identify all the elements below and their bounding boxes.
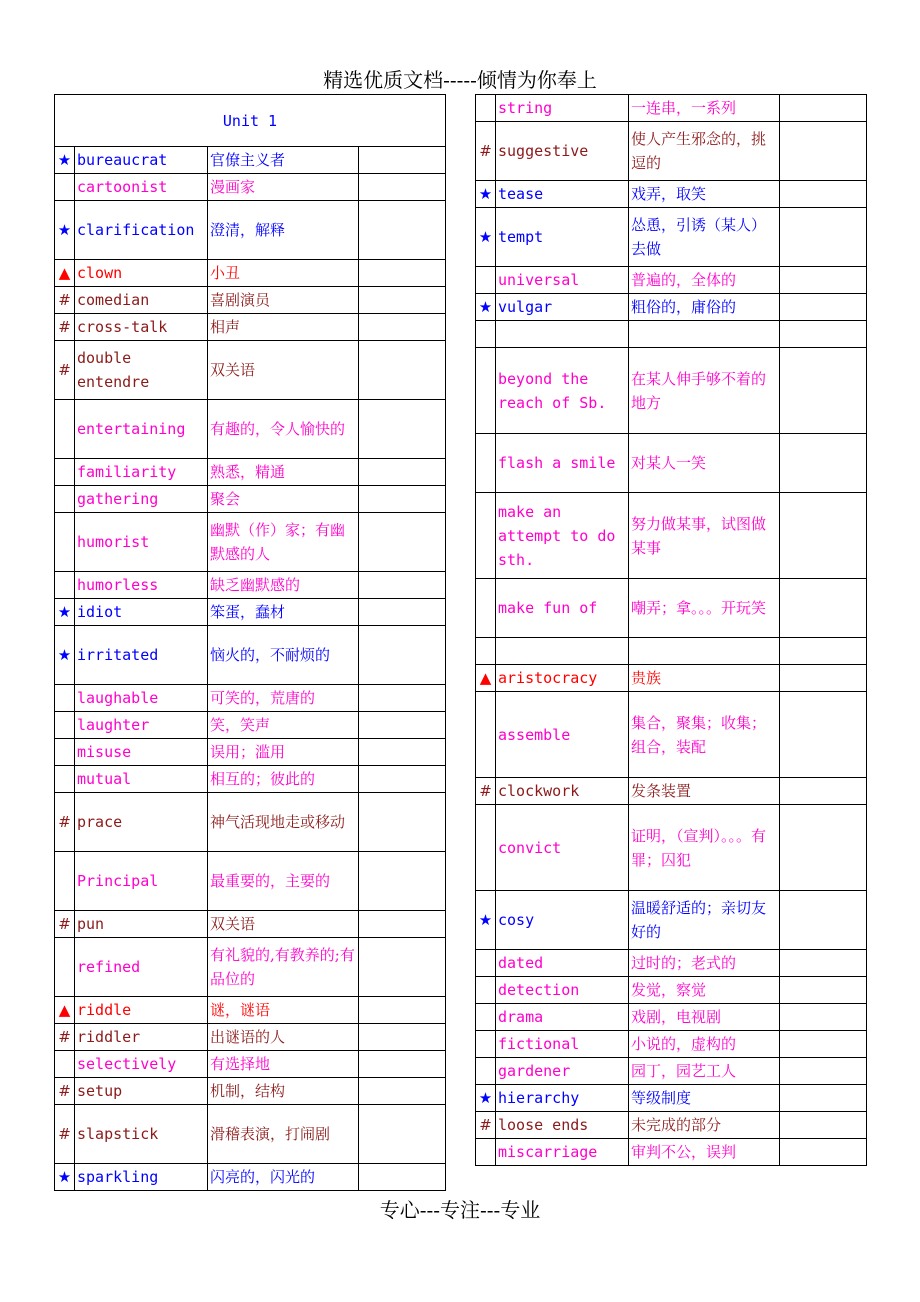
chinese-meaning: 相互的；彼此的 [208,766,359,793]
vocab-row [476,208,867,267]
star-icon: ★ [476,181,496,208]
hash-icon: # [55,1105,75,1164]
english-word: comedian [75,287,208,314]
mark-cell [476,692,496,778]
english-word: flash a smile [496,434,629,493]
english-word [496,638,629,665]
english-word: miscarriage [496,1139,629,1166]
vocab-row [476,181,867,208]
english-word: universal [496,267,629,294]
star-icon: ★ [55,147,75,174]
english-word: gathering [75,486,208,513]
blank-cell [359,599,446,626]
english-word: beyond the reach of Sb. [496,348,629,434]
blank-cell [359,793,446,852]
blank-cell [780,294,867,321]
english-word: slapstick [75,1105,208,1164]
blank-cell [780,1004,867,1031]
vocab-row [55,852,446,911]
english-word: cartoonist [75,174,208,201]
hash-icon: # [476,1112,496,1139]
vocab-row [55,147,446,174]
english-word: selectively [75,1051,208,1078]
vocab-row [476,778,867,805]
vocab-row [55,513,446,572]
blank-cell [359,852,446,911]
english-word [496,321,629,348]
blank-cell [359,572,446,599]
mark-cell [476,950,496,977]
blank-cell [359,1105,446,1164]
mark-cell [476,1058,496,1085]
chinese-meaning: 双关语 [208,911,359,938]
english-word: gardener [496,1058,629,1085]
english-word: make an attempt to do sth. [496,493,629,579]
chinese-meaning: 误用；滥用 [208,739,359,766]
english-word: mutual [75,766,208,793]
vocab-row [476,1004,867,1031]
blank-cell [359,341,446,400]
blank-cell [780,181,867,208]
triangle-icon: ▲ [55,260,75,287]
triangle-icon: ▲ [476,665,496,692]
english-word: make fun of [496,579,629,638]
english-word: pun [75,911,208,938]
english-word: setup [75,1078,208,1105]
vocab-row [476,638,867,665]
mark-cell [476,95,496,122]
chinese-meaning: 戏剧，电视剧 [629,1004,780,1031]
mark-cell [55,766,75,793]
chinese-meaning: 审判不公，误判 [629,1139,780,1166]
blank-cell [359,685,446,712]
vocab-row [476,122,867,181]
vocab-row [55,572,446,599]
chinese-meaning: 小说的，虚构的 [629,1031,780,1058]
vocab-row [476,434,867,493]
chinese-meaning: 相声 [208,314,359,341]
english-word: clarification [75,201,208,260]
mark-cell [476,638,496,665]
blank-cell [780,692,867,778]
star-icon: ★ [476,294,496,321]
chinese-meaning: 未完成的部分 [629,1112,780,1139]
unit-title-row [55,95,446,147]
english-word: loose ends [496,1112,629,1139]
blank-cell [780,950,867,977]
chinese-meaning: 滑稽表演，打闹剧 [208,1105,359,1164]
mark-cell [476,493,496,579]
vocab-row [476,1112,867,1139]
english-word: suggestive [496,122,629,181]
blank-cell [780,1139,867,1166]
vocab-row [476,493,867,579]
chinese-meaning: 可笑的，荒唐的 [208,685,359,712]
star-icon: ★ [55,599,75,626]
mark-cell [476,1031,496,1058]
hash-icon: # [55,287,75,314]
vocab-row [476,805,867,891]
vocab-row [55,314,446,341]
vocab-row [55,1051,446,1078]
page-footer: 专心---专注---专业 [379,1198,541,1222]
hash-icon: # [55,314,75,341]
unit-title: Unit 1 [55,95,446,147]
english-word: Principal [75,852,208,911]
english-word: aristocracy [496,665,629,692]
star-icon: ★ [55,201,75,260]
chinese-meaning [629,321,780,348]
blank-cell [780,434,867,493]
blank-cell [359,938,446,997]
vocab-row [55,341,446,400]
blank-cell [780,665,867,692]
chinese-meaning: 在某人伸手够不着的地方 [629,348,780,434]
blank-cell [359,766,446,793]
hash-icon: # [55,1024,75,1051]
chinese-meaning [629,638,780,665]
vocab-row [55,1024,446,1051]
english-word: fictional [496,1031,629,1058]
star-icon: ★ [476,1085,496,1112]
vocab-row [476,1058,867,1085]
vocab-row [55,1164,446,1191]
english-word: idiot [75,599,208,626]
english-word: humorless [75,572,208,599]
chinese-meaning: 机制，结构 [208,1078,359,1105]
vocab-row [55,459,446,486]
vocab-row [55,1105,446,1164]
chinese-meaning: 漫画家 [208,174,359,201]
english-word: sparkling [75,1164,208,1191]
chinese-meaning: 集合，聚集；收集；组合，装配 [629,692,780,778]
english-word: drama [496,1004,629,1031]
mark-cell [476,805,496,891]
star-icon: ★ [55,1164,75,1191]
chinese-meaning: 普遍的，全体的 [629,267,780,294]
blank-cell [780,208,867,267]
english-word: laughable [75,685,208,712]
hash-icon: # [476,122,496,181]
vocab-row [55,626,446,685]
chinese-meaning: 怂恿，引诱（某人）去做 [629,208,780,267]
english-word: bureaucrat [75,147,208,174]
vocab-row [55,201,446,260]
vocab-row [55,1078,446,1105]
vocab-row [476,1139,867,1166]
blank-cell [780,579,867,638]
chinese-meaning: 粗俗的，庸俗的 [629,294,780,321]
english-word: vulgar [496,294,629,321]
english-word: riddle [75,997,208,1024]
vocab-row [476,1085,867,1112]
blank-cell [359,513,446,572]
english-word: cosy [496,891,629,950]
chinese-meaning: 喜剧演员 [208,287,359,314]
mark-cell [55,572,75,599]
hash-icon: # [55,793,75,852]
mark-cell [55,400,75,459]
vocab-row [55,287,446,314]
vocab-row [55,174,446,201]
vocab-row [476,294,867,321]
vocab-row [476,665,867,692]
blank-cell [780,778,867,805]
english-word: familiarity [75,459,208,486]
blank-cell [359,1051,446,1078]
blank-cell [359,147,446,174]
blank-cell [359,1078,446,1105]
mark-cell [55,1051,75,1078]
english-word: convict [496,805,629,891]
english-word: tease [496,181,629,208]
english-word: double entendre [75,341,208,400]
blank-cell [359,174,446,201]
mark-cell [55,459,75,486]
hash-icon: # [55,1078,75,1105]
blank-cell [780,95,867,122]
blank-cell [359,260,446,287]
vocab-table-left [54,94,446,1191]
english-word: refined [75,938,208,997]
vocab-row [55,793,446,852]
mark-cell [55,685,75,712]
blank-cell [780,267,867,294]
english-word: cross-talk [75,314,208,341]
hash-icon: # [476,778,496,805]
vocab-row [476,891,867,950]
chinese-meaning: 戏弄，取笑 [629,181,780,208]
chinese-meaning: 发条装置 [629,778,780,805]
blank-cell [780,122,867,181]
vocab-row [55,685,446,712]
star-icon: ★ [476,891,496,950]
vocab-row [55,766,446,793]
english-word: detection [496,977,629,1004]
hash-icon: # [55,341,75,400]
blank-cell [780,1085,867,1112]
english-word: dated [496,950,629,977]
blank-cell [359,1024,446,1051]
vocab-row [55,938,446,997]
mark-cell [476,1139,496,1166]
vocab-row [476,977,867,1004]
vocab-row [476,692,867,778]
star-icon: ★ [55,626,75,685]
chinese-meaning: 发觉，察觉 [629,977,780,1004]
english-word: entertaining [75,400,208,459]
blank-cell [359,712,446,739]
chinese-meaning: 出谜语的人 [208,1024,359,1051]
chinese-meaning: 澄清，解释 [208,201,359,260]
chinese-meaning: 缺乏幽默感的 [208,572,359,599]
chinese-meaning: 双关语 [208,341,359,400]
chinese-meaning: 使人产生邪念的，挑逗的 [629,122,780,181]
mark-cell [476,321,496,348]
mark-cell [55,174,75,201]
blank-cell [359,486,446,513]
english-word: clown [75,260,208,287]
chinese-meaning: 小丑 [208,260,359,287]
blank-cell [359,1164,446,1191]
vocab-row [476,579,867,638]
english-word: clockwork [496,778,629,805]
english-word: assemble [496,692,629,778]
blank-cell [359,739,446,766]
chinese-meaning: 谜，谜语 [208,997,359,1024]
mark-cell [55,938,75,997]
chinese-meaning: 神气活现地走或移动 [208,793,359,852]
chinese-meaning: 努力做某事，试图做某事 [629,493,780,579]
chinese-meaning: 过时的；老式的 [629,950,780,977]
blank-cell [359,997,446,1024]
chinese-meaning: 园丁，园艺工人 [629,1058,780,1085]
chinese-meaning: 有趣的，令人愉快的 [208,400,359,459]
chinese-meaning: 温暖舒适的；亲切友好的 [629,891,780,950]
chinese-meaning: 一连串，一系列 [629,95,780,122]
chinese-meaning: 等级制度 [629,1085,780,1112]
blank-cell [780,891,867,950]
blank-cell [359,287,446,314]
mark-cell [55,513,75,572]
vocab-row [55,712,446,739]
vocab-row [55,260,446,287]
vocab-table-right [475,94,867,1166]
chinese-meaning: 有选择地 [208,1051,359,1078]
english-word: riddler [75,1024,208,1051]
chinese-meaning: 官僚主义者 [208,147,359,174]
chinese-meaning: 恼火的，不耐烦的 [208,626,359,685]
blank-cell [780,638,867,665]
english-word: misuse [75,739,208,766]
vocab-row [476,950,867,977]
vocab-row [476,95,867,122]
english-word: laughter [75,712,208,739]
mark-cell [476,579,496,638]
vocab-row [476,321,867,348]
blank-cell [780,977,867,1004]
english-word: prace [75,793,208,852]
chinese-meaning: 有礼貌的,有教养的;有品位的 [208,938,359,997]
mark-cell [476,977,496,1004]
blank-cell [359,400,446,459]
chinese-meaning: 证明，（宣判）。。。有罪；囚犯 [629,805,780,891]
chinese-meaning: 最重要的，主要的 [208,852,359,911]
mark-cell [55,852,75,911]
blank-cell [780,1112,867,1139]
mark-cell [55,486,75,513]
blank-cell [780,493,867,579]
blank-cell [359,626,446,685]
blank-cell [359,314,446,341]
mark-cell [476,434,496,493]
english-word: tempt [496,208,629,267]
chinese-meaning: 嘲弄；拿。。。开玩笑 [629,579,780,638]
blank-cell [780,321,867,348]
english-word: string [496,95,629,122]
vocab-row [55,400,446,459]
vocab-row [55,911,446,938]
page-header: 精选优质文档-----倾情为你奉上 [323,68,597,92]
blank-cell [780,348,867,434]
blank-cell [780,805,867,891]
vocab-row [476,267,867,294]
vocab-row [476,1031,867,1058]
blank-cell [780,1058,867,1085]
blank-cell [359,459,446,486]
blank-cell [359,911,446,938]
mark-cell [55,739,75,766]
vocab-row [55,599,446,626]
mark-cell [476,348,496,434]
chinese-meaning: 聚会 [208,486,359,513]
mark-cell [55,712,75,739]
chinese-meaning: 对某人一笑 [629,434,780,493]
mark-cell [476,1004,496,1031]
star-icon: ★ [476,208,496,267]
triangle-icon: ▲ [55,997,75,1024]
chinese-meaning: 熟悉，精通 [208,459,359,486]
blank-cell [780,1031,867,1058]
vocab-row [55,997,446,1024]
chinese-meaning: 贵族 [629,665,780,692]
blank-cell [359,201,446,260]
mark-cell [476,267,496,294]
chinese-meaning: 笑，笑声 [208,712,359,739]
chinese-meaning: 笨蛋，蠢材 [208,599,359,626]
vocab-row [476,348,867,434]
chinese-meaning: 幽默（作）家；有幽默感的人 [208,513,359,572]
hash-icon: # [55,911,75,938]
english-word: hierarchy [496,1085,629,1112]
vocab-row [55,486,446,513]
english-word: humorist [75,513,208,572]
chinese-meaning: 闪亮的，闪光的 [208,1164,359,1191]
vocab-row [55,739,446,766]
english-word: irritated [75,626,208,685]
